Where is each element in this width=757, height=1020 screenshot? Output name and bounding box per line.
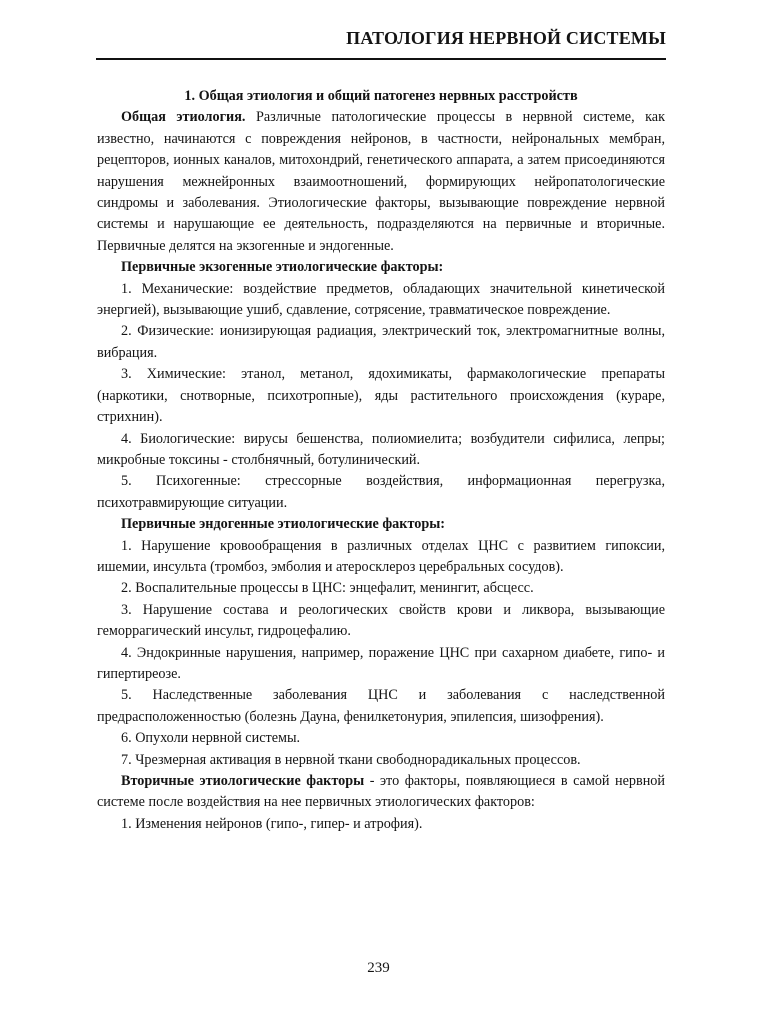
running-header — [96, 24, 666, 60]
page-number: 239 — [367, 960, 390, 976]
endogenous-item: 1. Нарушение кровообращения в различных отделах ЦНС с развитием гипоксии, ишемии, инсульта (тромбоз, эмболия и атеросклероз церебральных сосудов). — [97, 537, 665, 575]
header-title: ПАТОЛОГИЯ НЕРВНОЙ СИСТЕМЫ — [346, 28, 666, 48]
exogenous-factors-title: Первичные экзогенные этиологические факторы: — [121, 259, 444, 276]
endogenous-factors-title: Первичные эндогенные этиологические факторы: — [121, 516, 446, 533]
general-etiology-lead: Общая этиология. — [121, 109, 246, 126]
exogenous-item: 1. Механические: воздействие предметов, обладающих значительной кинетической энергией), вызывающие ушиб, сдавление, сотрясение, травматическое повреждение. — [97, 280, 665, 319]
secondary-factors-text: - это факторы, появляющиеся в самой нервной системе после воздействия на нее первичных этиологических факторов: — [97, 773, 665, 811]
secondary-item: 1. Изменения нейронов (гипо-, гипер- и атрофия). — [121, 815, 423, 832]
exogenous-item: 5. Психогенные: стрессорные воздействия, информационная перегрузка, психотравмирующие ситуации. — [97, 473, 665, 511]
section-heading: 1. Общая этиология и общий патогенез нервных расстройств — [184, 88, 578, 104]
exogenous-item: 4. Биологические: вирусы бешенства, полиомиелита; возбудители сифилиса, лепры; микробные токсины - столбнячный, ботулинический. — [97, 430, 665, 468]
general-etiology-text: Различные патологические процессы в нервной системе, как известно, начинаются с повреждения нейронов, в частности, нейрональных мембран, рецепторов, ионных каналов, митохондрий, генетического аппарата, а затем присоединяются нарушения межнейронных взаимоотношений, формирующих нейропатологические синдромы и заболевания. Этиологические факторы, вызывающие повреждение нервной системы и нарушающие ее деятельность, подразделяются на первичные и вторичные. Первичные делятся на экзогенные и эндогенные. — [97, 109, 665, 254]
endogenous-item: 7. Чрезмерная активация в нервной ткани свободнорадикальных процессов. — [121, 751, 581, 768]
endogenous-item: 3. Нарушение состава и реологических свойств крови и ликвора, вызывающие геморрагический инсульт, гидроцефалию. — [97, 601, 665, 640]
general-etiology-paragraph — [97, 107, 665, 257]
secondary-factors-lead: Вторичные этиологические факторы — [121, 773, 365, 789]
secondary-factors-paragraph — [97, 771, 665, 814]
page-body — [97, 86, 665, 835]
endogenous-item: 5. Наследственные заболевания ЦНС и заболевания с наследственной предрасположенностью (болезнь Дауна, фенилкетонурия, эпилепсия, шизофрения). — [97, 687, 665, 725]
endogenous-item: 2. Воспалительные процессы в ЦНС: энцефалит, менингит, абсцесс. — [121, 580, 534, 597]
endogenous-item: 4. Эндокринные нарушения, например, поражение ЦНС при сахарном диабете, гипо- и гипертиреозе. — [97, 644, 665, 682]
exogenous-item: 2. Физические: ионизирующая радиация, электрический ток, электромагнитные волны, вибрация. — [97, 323, 665, 361]
endogenous-item: 6. Опухоли нервной системы. — [121, 730, 301, 747]
exogenous-item: 3. Химические: этанол, метанол, ядохимикаты, фармакологические препараты (наркотики, снотворные, психотропные), яды растительного происхождения (кураре, стрихнин). — [97, 366, 665, 426]
